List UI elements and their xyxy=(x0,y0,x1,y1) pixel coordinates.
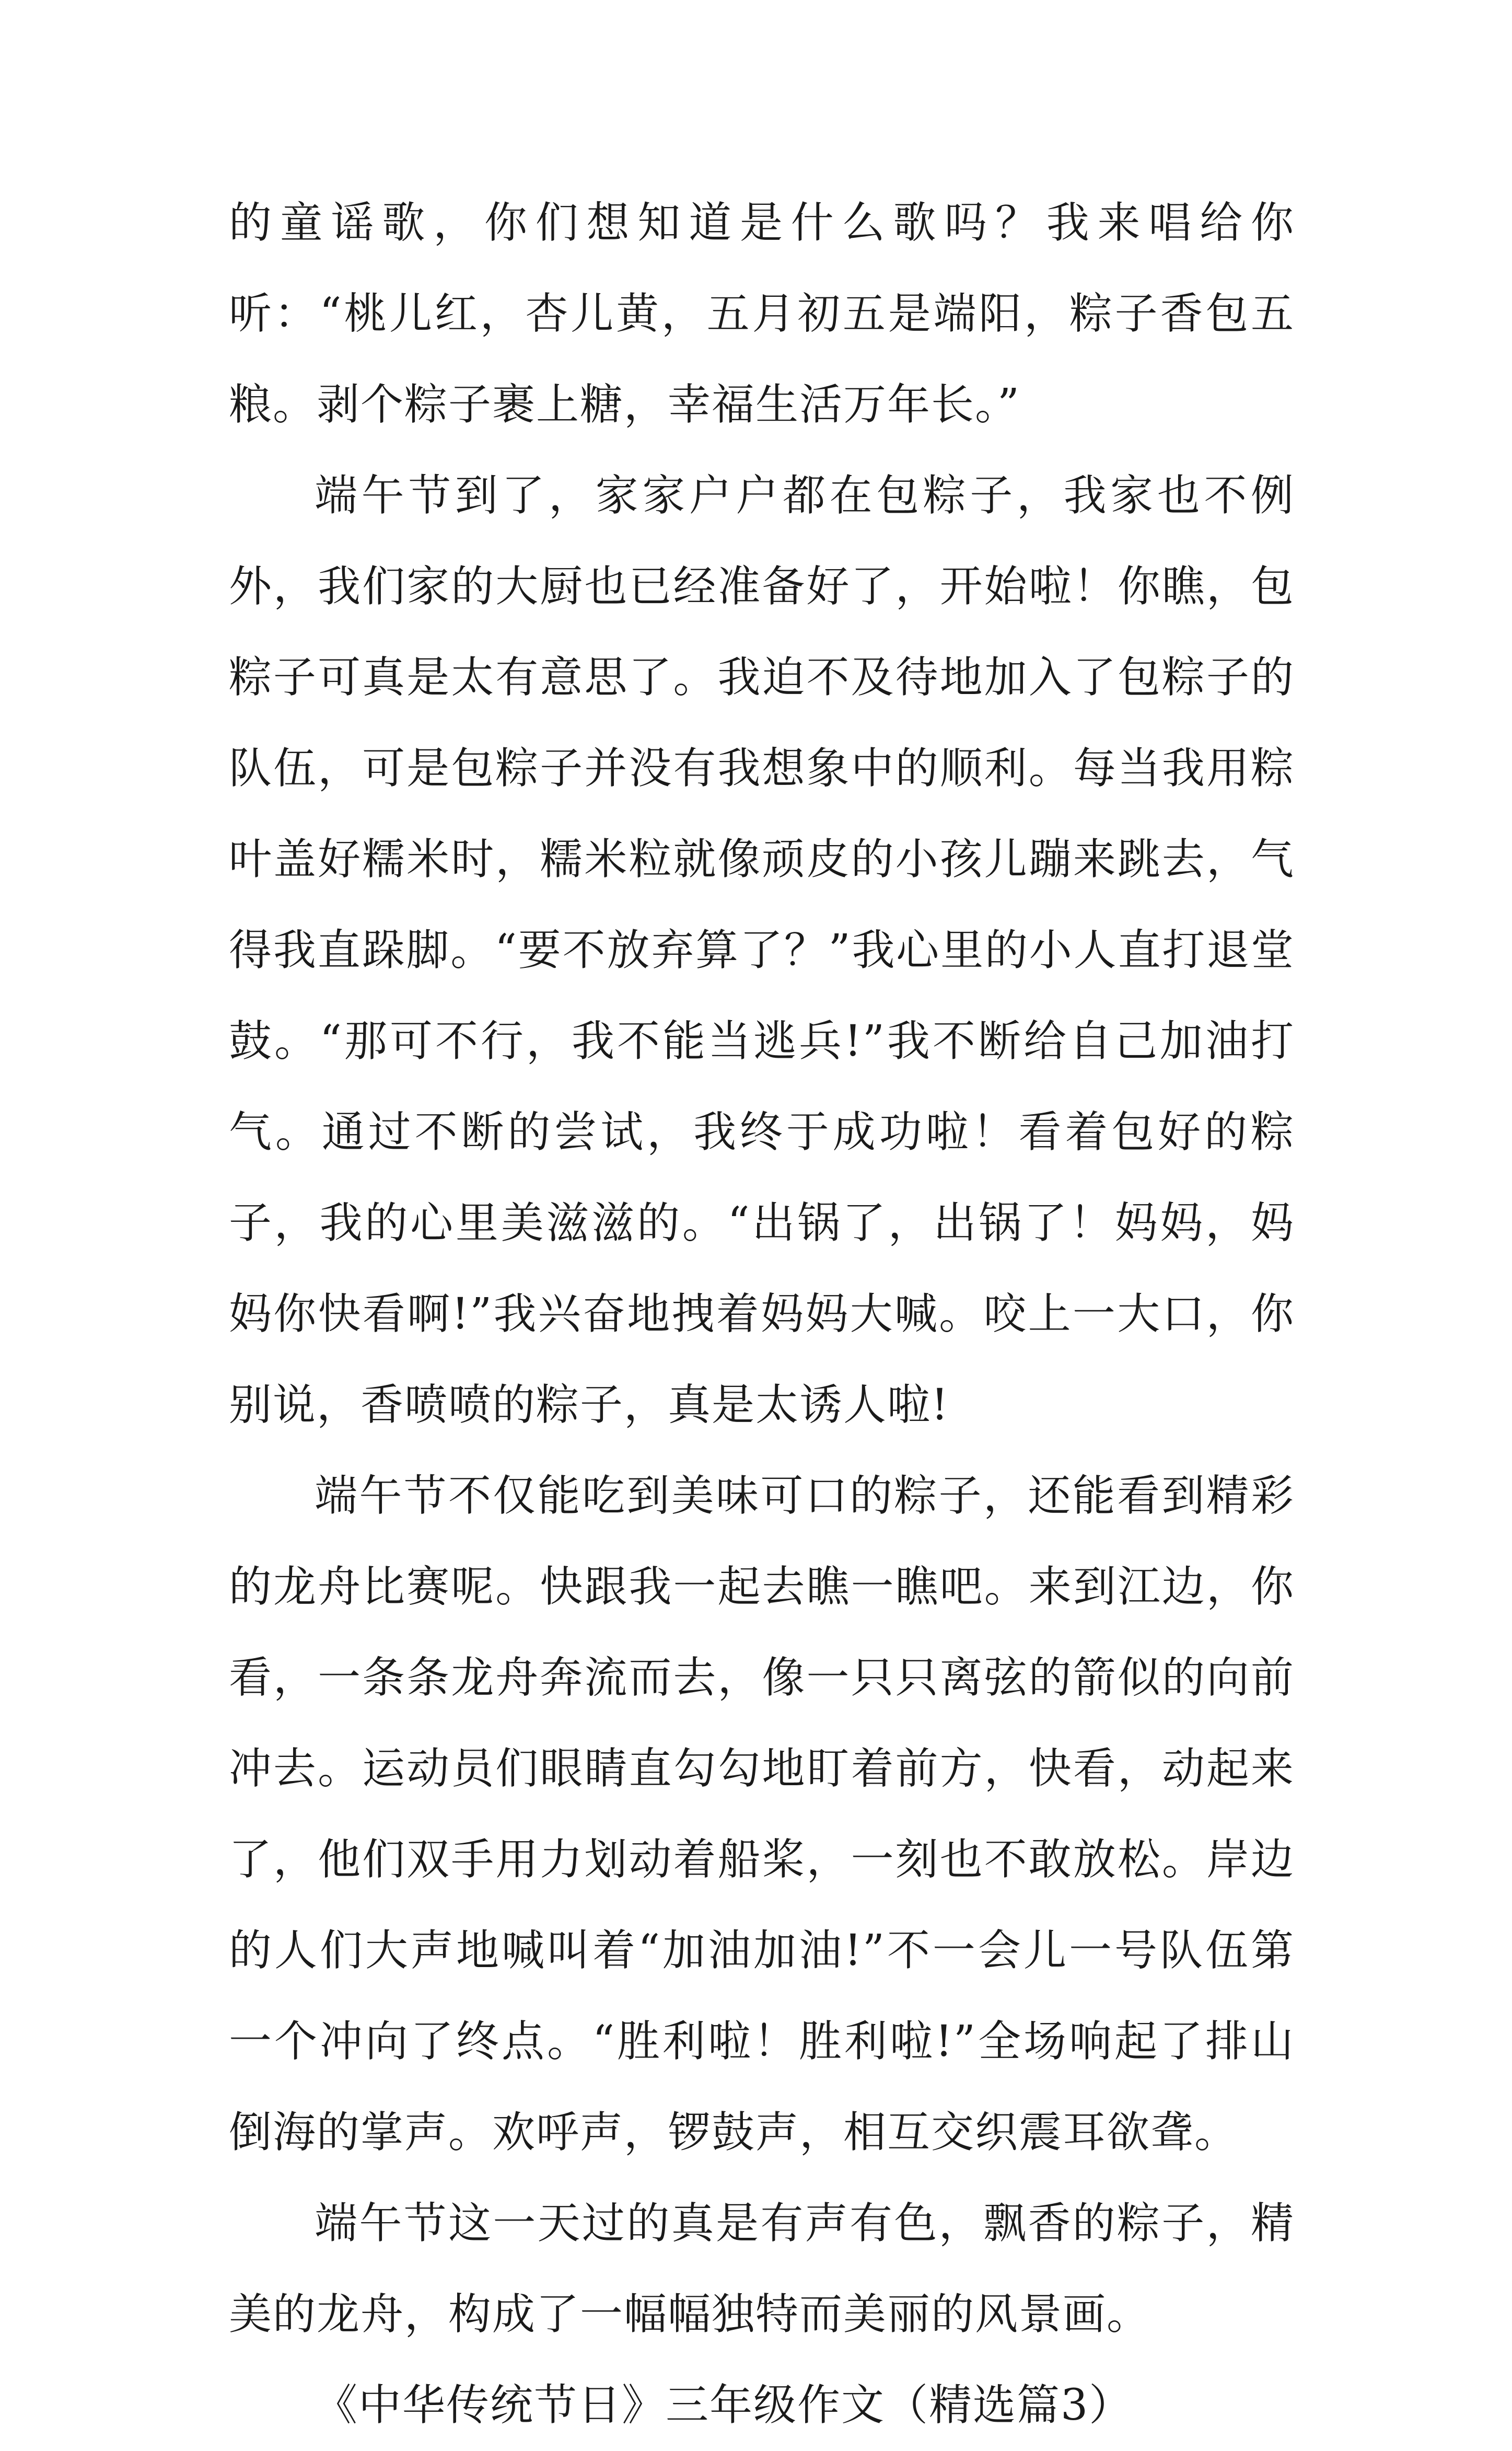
section-title: 《中华传统节日》三年级作文（精选篇3） xyxy=(315,2380,1133,2430)
paragraph-3: 端午节不仅能吃到美味可口的粽子，还能看到精彩的龙舟比赛呢。快跟我一起去瞧一瞧吧。来到江边，你看，一条条龙舟奔流而去，像一只只离弦的箭似的向前冲去。运动员们眼睛直勾勾地盯着前方，快看，动起来了，他们双手用力划动着船桨，一刻也不敢放松。岸边的人们大声地喊叫着“加油加油!”不一会儿一号队伍第一个冲向了终点。“胜利啦！胜利啦!”全场响起了排山倒海的掌声。欢呼声，锣鼓声，相互交织震耳欲聋。 xyxy=(229,1471,1295,2157)
paragraph-4: 端午节这一天过的真是有声有色，飘香的粽子，精美的龙舟，构成了一幅幅独特而美丽的风景画。 xyxy=(229,2199,1295,2339)
paragraph-1: 的童谣歌，你们想知道是什么歌吗？我来唱给你听：“桃儿红，杏儿黄，五月初五是端阳，粽子香包五粮。剥个粽子裹上糖，幸福生活万年长。” xyxy=(229,198,1295,430)
article-body xyxy=(229,178,1295,2451)
paragraph-2: 端午节到了，家家户户都在包粽子，我家也不例外，我们家的大厨也已经准备好了，开始啦！你瞧，包粽子可真是太有意思了。我迫不及待地加入了包粽子的队伍，可是包粽子并没有我想象中的顺利。每当我用粽叶盖好糯米时，糯米粒就像顽皮的小孩儿蹦来跳去，气得我直跺脚。“要不放弃算了？”我心里的小人直打退堂鼓。“那可不行，我不能当逃兵!”我不断给自己加油打气。通过不断的尝试，我终于成功啦！看着包好的粽子，我的心里美滋滋的。“出锅了，出锅了！妈妈，妈妈你快看啊!”我兴奋地拽着妈妈大喊。咬上一大口，你别说，香喷喷的粽子，真是太诱人啦! xyxy=(229,471,1295,1430)
